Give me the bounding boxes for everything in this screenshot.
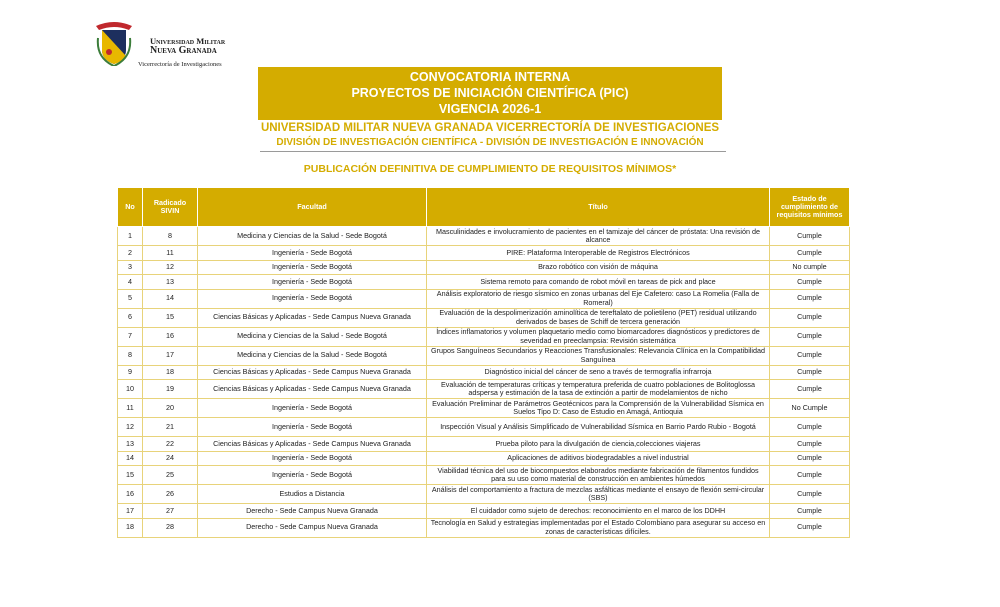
- cell-no: 15: [118, 466, 143, 485]
- cell-estado: Cumple: [770, 380, 850, 399]
- table-row: [118, 485, 850, 504]
- cell-radicado: 14: [143, 289, 198, 308]
- cell-no: 4: [118, 275, 143, 290]
- cell-radicado: 17: [143, 346, 198, 365]
- table-row: [118, 246, 850, 261]
- cell-titulo: Grupos Sanguíneos Secundarios y Reacciones Transfusionales: Relevancia Clínica en la Compatibilidad Sanguínea: [427, 346, 770, 365]
- cell-estado: Cumple: [770, 437, 850, 452]
- col-header-radicado: Radicado SIVIN: [143, 188, 198, 227]
- cell-radicado: 24: [143, 451, 198, 466]
- cell-facultad: Ingeniería - Sede Bogotá: [198, 451, 427, 466]
- cell-estado: Cumple: [770, 418, 850, 437]
- cell-estado: Cumple: [770, 227, 850, 246]
- university-logo: [86, 14, 236, 72]
- cell-titulo: Análisis del comportamiento a fractura de mezclas asfálticas mediante el ensayo de flexión semi-circular (SBS): [427, 485, 770, 504]
- table-row: [118, 227, 850, 246]
- cell-estado: Cumple: [770, 289, 850, 308]
- cell-facultad: Ciencias Básicas y Aplicadas - Sede Campus Nueva Granada: [198, 437, 427, 452]
- cell-titulo: Evaluación de temperaturas críticas y temperatura preferida de cuatro poblaciones de Bolitoglossa adspersa y estimación de la tasa de extinción a partir de modelamientos de nicho: [427, 380, 770, 399]
- table-row: [118, 380, 850, 399]
- table-row: [118, 518, 850, 537]
- table-row: [118, 308, 850, 327]
- cell-titulo: Sistema remoto para comando de robot móvil en tareas de pick and place: [427, 275, 770, 290]
- cell-facultad: Ingeniería - Sede Bogotá: [198, 275, 427, 290]
- cell-estado: Cumple: [770, 451, 850, 466]
- cell-estado: Cumple: [770, 346, 850, 365]
- subtitle-division: DIVISIÓN DE INVESTIGACIÓN CIENTÍFICA - DIVISIÓN DE INVESTIGACIÓN E INNOVACIÓN: [276, 137, 704, 148]
- cell-no: 6: [118, 308, 143, 327]
- cell-estado: Cumple: [770, 518, 850, 537]
- cell-radicado: 15: [143, 308, 198, 327]
- university-crest-icon: [96, 20, 132, 66]
- table-row: [118, 365, 850, 380]
- cell-no: 2: [118, 246, 143, 261]
- cell-no: 11: [118, 399, 143, 418]
- cell-radicado: 11: [143, 246, 198, 261]
- cell-facultad: Medicina y Ciencias de la Salud - Sede Bogotá: [198, 227, 427, 246]
- cell-no: 10: [118, 380, 143, 399]
- cell-titulo: Evaluación Preliminar de Parámetros Geotécnicos para la Comprensión de la Vulnerabilidad Sísmica en Suelos Tipo D: Caso de Estudio en Amagá, Antioquia: [427, 399, 770, 418]
- logo-line-3: Vicerrectoría de Investigaciones: [138, 61, 222, 68]
- cell-radicado: 21: [143, 418, 198, 437]
- cell-titulo: Diagnóstico inicial del cáncer de seno a través de termografía infrarroja: [427, 365, 770, 380]
- cell-estado: No cumple: [770, 260, 850, 275]
- cell-radicado: 12: [143, 260, 198, 275]
- cell-no: 5: [118, 289, 143, 308]
- table-row: [118, 327, 850, 346]
- divider: [260, 151, 726, 152]
- cell-no: 3: [118, 260, 143, 275]
- cell-facultad: Ciencias Básicas y Aplicadas - Sede Campus Nueva Granada: [198, 380, 427, 399]
- cell-estado: Cumple: [770, 308, 850, 327]
- cell-estado: Cumple: [770, 365, 850, 380]
- cell-titulo: Índices inflamatorios y volumen plaquetario medio como biomarcadores diagnósticos y predictores de severidad en preeclampsia: Revisión sistemática: [427, 327, 770, 346]
- table-row: [118, 451, 850, 466]
- results-table: [117, 187, 850, 538]
- subtitle-university: UNIVERSIDAD MILITAR NUEVA GRANADA VICERRECTORÍA DE INVESTIGACIONES: [260, 122, 720, 134]
- cell-radicado: 8: [143, 227, 198, 246]
- cell-radicado: 27: [143, 504, 198, 519]
- cell-facultad: Ciencias Básicas y Aplicadas - Sede Campus Nueva Granada: [198, 308, 427, 327]
- cell-titulo: Evaluación de la despolimerización aminolítica de tereftalato de polietileno (PET) residual utilizando derivados de bases de Schiff de tercera generación: [427, 308, 770, 327]
- cell-titulo: PIRE: Plataforma Interoperable de Registros Electrónicos: [427, 246, 770, 261]
- title-line-3: VIGENCIA 2026-1: [438, 102, 542, 116]
- table-row: [118, 504, 850, 519]
- cell-estado: No Cumple: [770, 399, 850, 418]
- cell-estado: Cumple: [770, 246, 850, 261]
- col-header-facultad: Facultad: [198, 188, 427, 227]
- table-row: [118, 399, 850, 418]
- cell-facultad: Medicina y Ciencias de la Salud - Sede Bogotá: [198, 346, 427, 365]
- cell-radicado: 16: [143, 327, 198, 346]
- cell-no: 12: [118, 418, 143, 437]
- cell-no: 13: [118, 437, 143, 452]
- cell-facultad: Derecho - Sede Campus Nueva Granada: [198, 518, 427, 537]
- cell-radicado: 19: [143, 380, 198, 399]
- cell-radicado: 25: [143, 466, 198, 485]
- title-line-1: CONVOCATORIA INTERNA: [409, 70, 571, 84]
- col-header-no: No: [118, 188, 143, 227]
- cell-no: 7: [118, 327, 143, 346]
- logo-line-2: Nueva Granada: [150, 45, 217, 56]
- cell-titulo: Tecnología en Salud y estrategias implementadas por el Estado Colombiano para asegurar su acceso en zonas de características difíciles.: [427, 518, 770, 537]
- cell-titulo: Viabilidad técnica del uso de biocompuestos elaborados mediante fabricación de filamentos fundidos para su uso como material de construcción en ambientes húmedos: [427, 466, 770, 485]
- cell-estado: Cumple: [770, 466, 850, 485]
- title-box: [258, 67, 722, 120]
- table-row: [118, 437, 850, 452]
- cell-radicado: 13: [143, 275, 198, 290]
- cell-facultad: Ingeniería - Sede Bogotá: [198, 418, 427, 437]
- cell-titulo: Prueba piloto para la divulgación de ciencia,colecciones viajeras: [427, 437, 770, 452]
- table-row: [118, 260, 850, 275]
- table-row: [118, 466, 850, 485]
- cell-facultad: Ingeniería - Sede Bogotá: [198, 260, 427, 275]
- cell-radicado: 18: [143, 365, 198, 380]
- cell-estado: Cumple: [770, 504, 850, 519]
- cell-facultad: Derecho - Sede Campus Nueva Granada: [198, 504, 427, 519]
- publication-heading: PUBLICACIÓN DEFINITIVA DE CUMPLIMIENTO DE REQUISITOS MÍNIMOS*: [303, 163, 677, 175]
- cell-facultad: Ingeniería - Sede Bogotá: [198, 466, 427, 485]
- cell-facultad: Ingeniería - Sede Bogotá: [198, 289, 427, 308]
- table-row: [118, 289, 850, 308]
- table-header-row: [118, 188, 850, 227]
- title-line-2: PROYECTOS DE INICIACIÓN CIENTÍFICA (PIC): [351, 86, 629, 100]
- cell-no: 18: [118, 518, 143, 537]
- cell-radicado: 20: [143, 399, 198, 418]
- cell-radicado: 22: [143, 437, 198, 452]
- cell-no: 14: [118, 451, 143, 466]
- cell-titulo: Inspección Visual y Análisis Simplificado de Vulnerabilidad Sísmica en Barrio Pardo Rubio - Bogotá: [427, 418, 770, 437]
- cell-no: 1: [118, 227, 143, 246]
- col-header-titulo: Título: [427, 188, 770, 227]
- cell-estado: Cumple: [770, 485, 850, 504]
- cell-facultad: Ingeniería - Sede Bogotá: [198, 399, 427, 418]
- cell-titulo: Masculinidades e involucramiento de pacientes en el tamizaje del cáncer de próstata: Una revisión de alcance: [427, 227, 770, 246]
- cell-titulo: Brazo robótico con visión de máquina: [427, 260, 770, 275]
- cell-titulo: El cuidador como sujeto de derechos: reconocimiento en el marco de los DDHH: [427, 504, 770, 519]
- table-row: [118, 275, 850, 290]
- cell-radicado: 26: [143, 485, 198, 504]
- cell-titulo: Aplicaciones de aditivos biodegradables a nivel industrial: [427, 451, 770, 466]
- cell-no: 17: [118, 504, 143, 519]
- cell-facultad: Ciencias Básicas y Aplicadas - Sede Campus Nueva Granada: [198, 365, 427, 380]
- cell-no: 8: [118, 346, 143, 365]
- table-row: [118, 418, 850, 437]
- cell-no: 9: [118, 365, 143, 380]
- cell-estado: Cumple: [770, 327, 850, 346]
- cell-facultad: Estudios a Distancia: [198, 485, 427, 504]
- cell-no: 16: [118, 485, 143, 504]
- logo-line-1: Universidad Militar: [150, 36, 226, 46]
- cell-facultad: Medicina y Ciencias de la Salud - Sede Bogotá: [198, 327, 427, 346]
- cell-titulo: Análisis exploratorio de riesgo sísmico en zonas urbanas del Eje Cafetero: caso La Romelia (Falla de Romeral): [427, 289, 770, 308]
- col-header-estado: Estado de cumplimiento de requisitos mínimos: [770, 188, 850, 227]
- cell-radicado: 28: [143, 518, 198, 537]
- cell-facultad: Ingeniería - Sede Bogotá: [198, 246, 427, 261]
- cell-estado: Cumple: [770, 275, 850, 290]
- table-row: [118, 346, 850, 365]
